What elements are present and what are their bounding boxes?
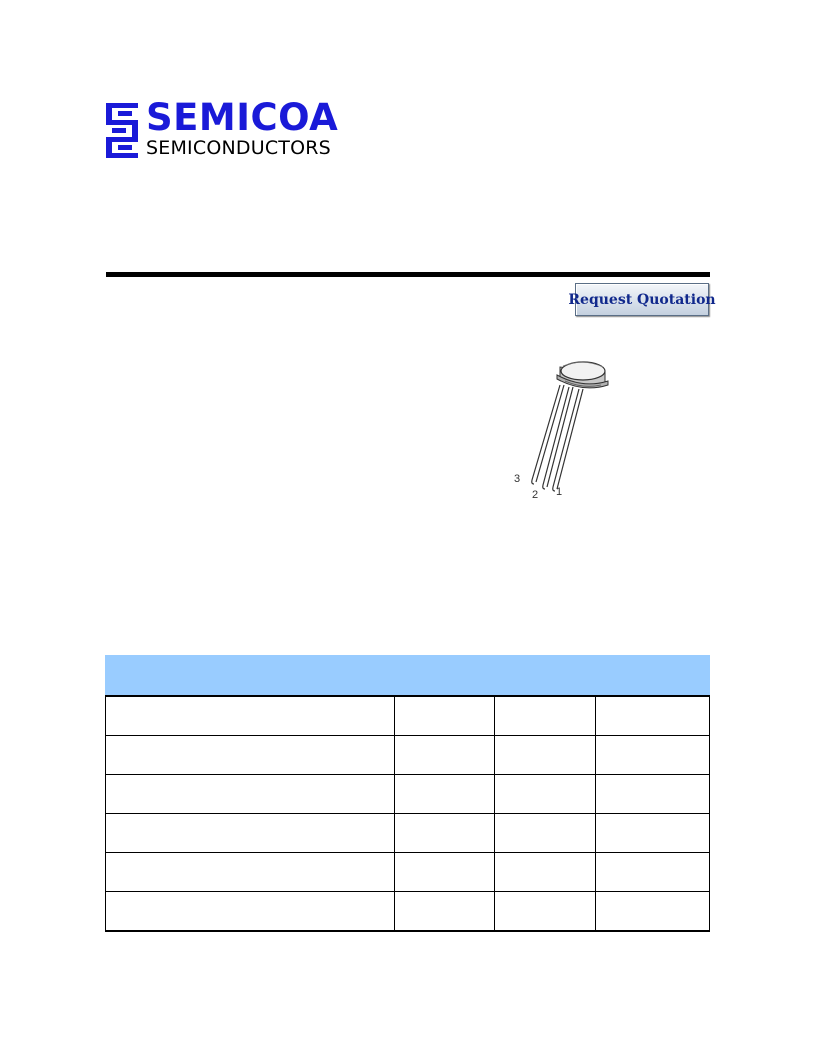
logo-name: SEMICOA — [146, 96, 339, 139]
pin-label-2: 2 — [532, 489, 539, 501]
table-cell — [596, 736, 710, 775]
logo-subtitle: SEMICONDUCTORS — [146, 137, 331, 159]
table-cell — [495, 696, 596, 736]
table-cell — [394, 853, 495, 892]
table-cell — [394, 814, 495, 853]
table-row — [106, 892, 710, 932]
table-cell — [106, 696, 395, 736]
table-cell — [596, 775, 710, 814]
header-divider — [106, 272, 710, 277]
table-row — [106, 736, 710, 775]
to-package-drawing — [505, 345, 615, 510]
table-row — [106, 696, 710, 736]
table-cell — [106, 814, 395, 853]
request-quotation-button[interactable]: Request Quotation — [575, 283, 709, 316]
table-cell — [106, 775, 395, 814]
table-cell — [596, 696, 710, 736]
table-cell — [596, 892, 710, 932]
table-header — [106, 655, 710, 696]
ratings-table — [105, 655, 710, 932]
table-cell — [596, 853, 710, 892]
table-cell — [394, 775, 495, 814]
semicoa-logo-mark-icon — [106, 103, 138, 158]
table-cell — [495, 814, 596, 853]
table-cell — [596, 814, 710, 853]
table-cell — [394, 892, 495, 932]
table-row — [106, 853, 710, 892]
table-cell — [106, 853, 395, 892]
table-cell — [495, 892, 596, 932]
table-cell — [106, 892, 395, 932]
pin-label-3: 3 — [514, 473, 521, 485]
table-cell — [495, 775, 596, 814]
pin-label-1: 1 — [556, 486, 563, 498]
package-leads — [532, 385, 583, 491]
table-cell — [495, 736, 596, 775]
table-header-row — [106, 655, 710, 696]
table-cell — [106, 736, 395, 775]
table-cell — [394, 696, 495, 736]
company-logo — [106, 96, 346, 163]
table-row — [106, 775, 710, 814]
table-cell — [495, 853, 596, 892]
table-row — [106, 814, 710, 853]
package-can — [557, 362, 608, 388]
table-cell — [394, 736, 495, 775]
